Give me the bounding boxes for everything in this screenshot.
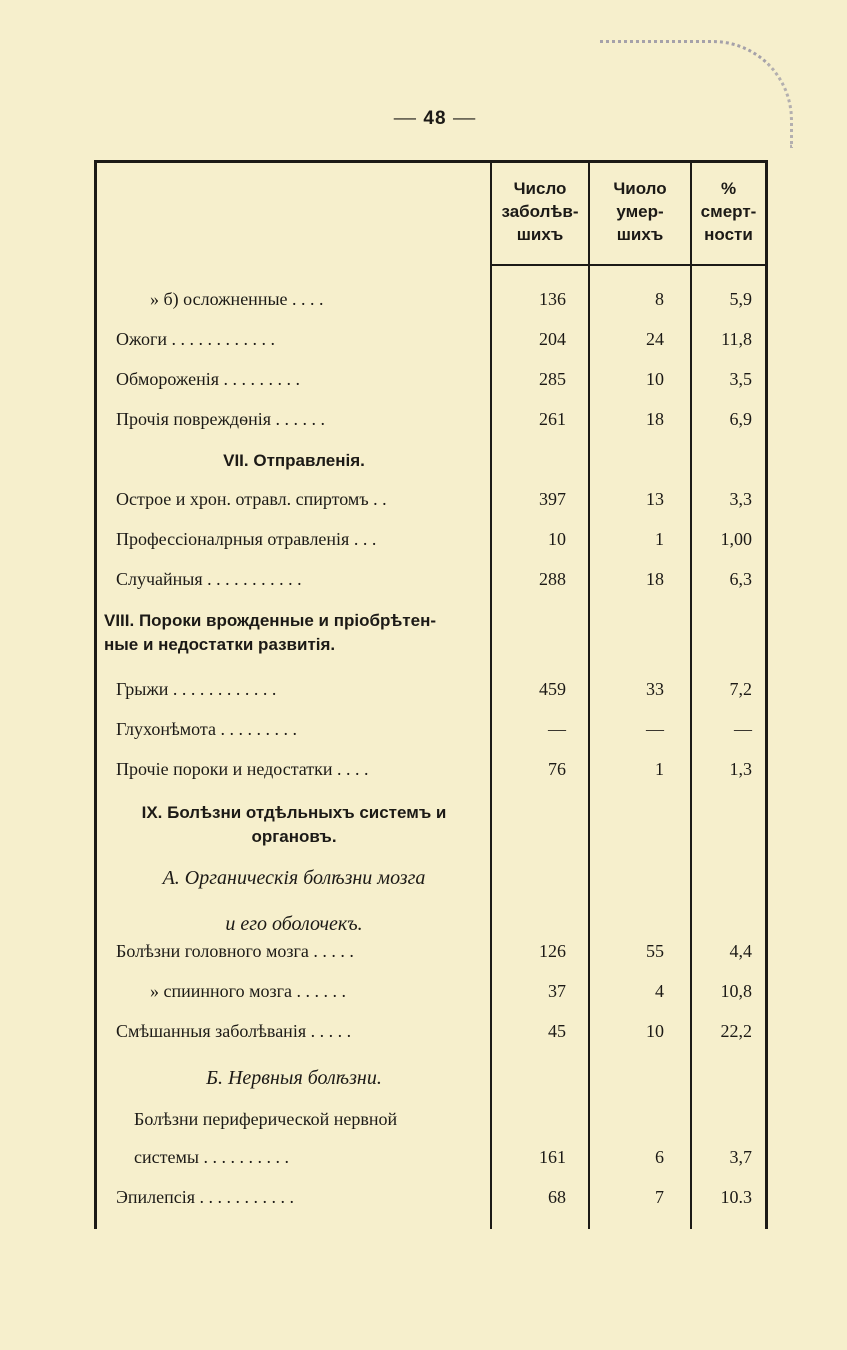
mortality-cell: 10.3 [720, 1187, 752, 1207]
cases-cell: 45 [548, 1021, 566, 1041]
row-label: » б) осложненные . . . . [150, 289, 324, 309]
cases-cell: 68 [548, 1187, 566, 1207]
mortality-cell: 22,2 [720, 1021, 752, 1041]
table-row [94, 401, 768, 441]
cases-cell: 37 [548, 981, 566, 1001]
table-row [94, 711, 768, 751]
deaths-cell: — [646, 719, 664, 739]
mortality-cell: 3,5 [729, 369, 752, 389]
table-row [94, 561, 768, 601]
table-row [94, 521, 768, 561]
table-row [94, 1179, 768, 1219]
row-label: Эпилепсія . . . . . . . . . . . [116, 1187, 295, 1207]
column-header-cases: Число заболѣв- шихъ [501, 179, 579, 244]
cases-cell: 397 [539, 489, 566, 509]
table-row [94, 933, 768, 973]
row-label: Грыжи . . . . . . . . . . . . [116, 679, 277, 699]
cases-cell: 204 [539, 329, 566, 349]
row-label: Острое и хрон. отравл. спиртомъ . . [116, 489, 387, 509]
table-row [94, 671, 768, 711]
mortality-cell: 1,3 [729, 759, 752, 779]
row-label: Ожоги . . . . . . . . . . . . [116, 329, 276, 349]
row-label: Прочіе пороки и недостатки . . . . [116, 759, 369, 779]
section-heading: VIII. Пороки врожденные и пріобрѣтен- ные и недостатки развитія. [104, 611, 437, 654]
header-separator [490, 264, 768, 266]
table-row [94, 973, 768, 1013]
mortality-cell: 1,00 [720, 529, 752, 549]
mortality-cell: 6,3 [729, 569, 752, 589]
cases-cell: 261 [539, 409, 566, 429]
row-label: » спиинного мозга . . . . . . [150, 981, 346, 1001]
cases-cell: 285 [539, 369, 566, 389]
cases-cell: 459 [539, 679, 566, 699]
row-label: Прочія повреждѳнія . . . . . . [116, 409, 325, 429]
mortality-cell: 3,3 [729, 489, 752, 509]
deaths-cell: 24 [646, 329, 664, 349]
column-header-mortality: % смерт- ности [700, 179, 757, 244]
cases-cell: 161 [539, 1147, 566, 1167]
deaths-cell: 10 [646, 369, 664, 389]
deaths-cell: 10 [646, 1021, 664, 1041]
row-label: Смѣшанныя заболѣванія . . . . . [116, 1021, 352, 1041]
mortality-cell: 11,8 [721, 329, 752, 349]
section-heading: VII. Отправленія. [223, 451, 365, 470]
deaths-cell: 18 [646, 569, 664, 589]
row-label: Случайныя . . . . . . . . . . . [116, 569, 302, 589]
mortality-cell: 3,7 [729, 1147, 752, 1167]
deaths-cell: 7 [655, 1187, 664, 1207]
deaths-cell: 33 [646, 679, 664, 699]
section-heading: IX. Болѣзни отдѣльныхъ системъ и органовъ. [141, 803, 447, 846]
table-row [94, 481, 768, 521]
table-row [94, 281, 768, 321]
table-row [94, 751, 768, 791]
statistics-table [94, 160, 768, 1229]
row-label: Обмороженія . . . . . . . . . [116, 369, 301, 389]
column-header-deaths: Чиоло умер- шихъ [613, 179, 667, 244]
library-stamp [600, 40, 793, 148]
cases-cell: 288 [539, 569, 566, 589]
table-row [94, 1101, 768, 1141]
cases-cell: 76 [548, 759, 566, 779]
deaths-cell: 55 [646, 941, 664, 961]
mortality-cell: — [734, 719, 752, 739]
cases-cell: — [548, 719, 566, 739]
mortality-cell: 4,4 [729, 941, 752, 961]
deaths-cell: 8 [655, 289, 664, 309]
deaths-cell: 6 [655, 1147, 664, 1167]
row-label: Профессіоналрныя отравленія . . . [116, 529, 377, 549]
deaths-cell: 18 [646, 409, 664, 429]
table-row [94, 321, 768, 361]
deaths-cell: 4 [655, 981, 664, 1001]
page-number: — 48 — [393, 104, 477, 129]
subsection-heading: Б. Нервныя болѣзни. [206, 1067, 382, 1089]
row-label: системы . . . . . . . . . . [134, 1147, 289, 1167]
subsection-heading: А. Органическія болѣзни мозга и его оболочекъ. [162, 867, 426, 935]
row-label: Болѣзни периферической нервной [134, 1109, 398, 1129]
mortality-cell: 5,9 [729, 289, 752, 309]
cases-cell: 126 [539, 941, 566, 961]
deaths-cell: 13 [646, 489, 664, 509]
row-label: Глухонѣмота . . . . . . . . . [116, 719, 297, 739]
table-row [94, 1139, 768, 1179]
table-row [94, 361, 768, 401]
cases-cell: 136 [539, 289, 566, 309]
mortality-cell: 7,2 [729, 679, 752, 699]
row-label: Болѣзни головного мозга . . . . . [116, 941, 354, 961]
mortality-cell: 10,8 [720, 981, 752, 1001]
cases-cell: 10 [548, 529, 566, 549]
deaths-cell: 1 [655, 759, 664, 779]
mortality-cell: 6,9 [729, 409, 752, 429]
table-row [94, 1013, 768, 1053]
deaths-cell: 1 [655, 529, 664, 549]
